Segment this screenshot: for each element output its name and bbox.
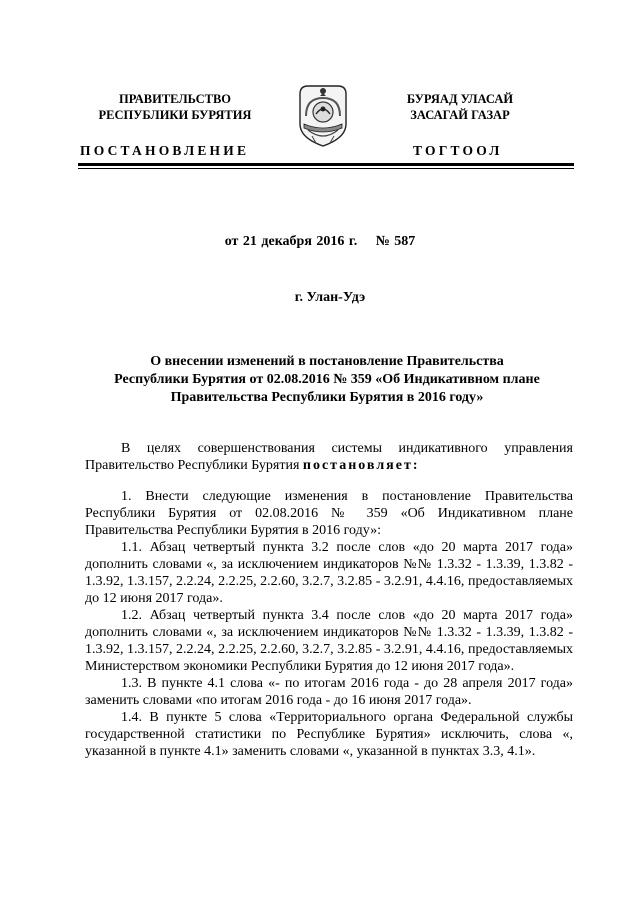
- paragraph-1-2: 1.2. Абзац четвертый пункта 3.4 после слов «до 20 марта 2017 года» дополнить словами «, за исключением индикаторов №№ 1.3.32 - 1.3.39, 1.3.82 - 1.3.92, 1.3.157, 2.2.24, 2.2.25, 2.2.60, 3.2.7, 3.2.85 - 3.2.91, 4.4.16, предоставляемых Министерством экономики Республики Бурятия до 12 июня 2017 года».: [85, 608, 573, 674]
- header-rule-thick: [78, 163, 574, 166]
- header-rule-thin: [78, 168, 574, 169]
- preamble-paragraph: [85, 440, 573, 474]
- government-name-line1: ПРАВИТЕЛЬСТВО: [118, 92, 232, 106]
- city: г. Улан-Удэ: [294, 290, 366, 305]
- decree-date: от 21 декабря 2016 г.: [224, 234, 358, 249]
- decree-number: № 587: [375, 234, 416, 249]
- doc-type-ru: ПОСТАНОВЛЕНИЕ: [80, 143, 250, 158]
- buryatia-emblem-icon: [294, 80, 352, 150]
- header-right-bur: [372, 91, 548, 123]
- government-name-line2: РЕСПУБЛИКИ БУРЯТИЯ: [98, 108, 252, 122]
- paragraph-1-1: 1.1. Абзац четвертый пункта 3.2 после слов «до 20 марта 2017 года» дополнить словами «, за исключением индикаторов №№ 1.3.32 - 1.3.39, 1.3.82 - 1.3.92, 1.3.157, 2.2.24, 2.2.25, 2.2.60, 3.2.7, 3.2.85 - 3.2.91, 4.4.16, предоставляемых до 12 июня 2017 года».: [85, 540, 573, 606]
- decree-title-line2: Республики Бурятия от 02.08.2016 № 359 «Об Индикативном плане: [114, 372, 540, 387]
- government-name-bur-line1: БУРЯАД УЛАСАЙ: [406, 92, 514, 106]
- preamble-text: В целях совершенствования системы индикативного управления Правительство Республики Бурятия: [85, 441, 573, 473]
- decree-title: [80, 353, 574, 407]
- header-left-ru: [82, 91, 268, 123]
- date-line: [0, 234, 640, 250]
- paragraph-1: 1. Внести следующие изменения в постановление Правительства Республики Бурятия от 02.08.2016 № 359 «Об Индикативном плане Правительства Республики Бурятия в 2016 году»:: [85, 489, 573, 538]
- decree-title-line1: О внесении изменений в постановление Правительства: [150, 354, 504, 369]
- paragraph-1-3: 1.3. В пункте 4.1 слова «- по итогам 2016 года - до 28 апреля 2017 года» заменить словами «по итогам 2016 года - до 16 июня 2017 года».: [85, 676, 573, 708]
- decree-body: [85, 440, 573, 760]
- decree-word: постановляет:: [302, 458, 420, 473]
- paragraph-1-4: 1.4. В пункте 5 слова «Территориального органа Федеральной службы государственной статистики по Республике Бурятия» исключить, слова «, указанной в пункте 4.1» заменить словами «, указанной в пунктах 3.3, 4.1».: [85, 710, 573, 759]
- decree-title-line3: Правительства Республики Бурятия в 2016 году»: [170, 390, 484, 405]
- government-name-bur-line2: ЗАСАГАЙ ГАЗАР: [410, 108, 510, 122]
- doc-type-bur: ТОГТООЛ: [413, 143, 503, 158]
